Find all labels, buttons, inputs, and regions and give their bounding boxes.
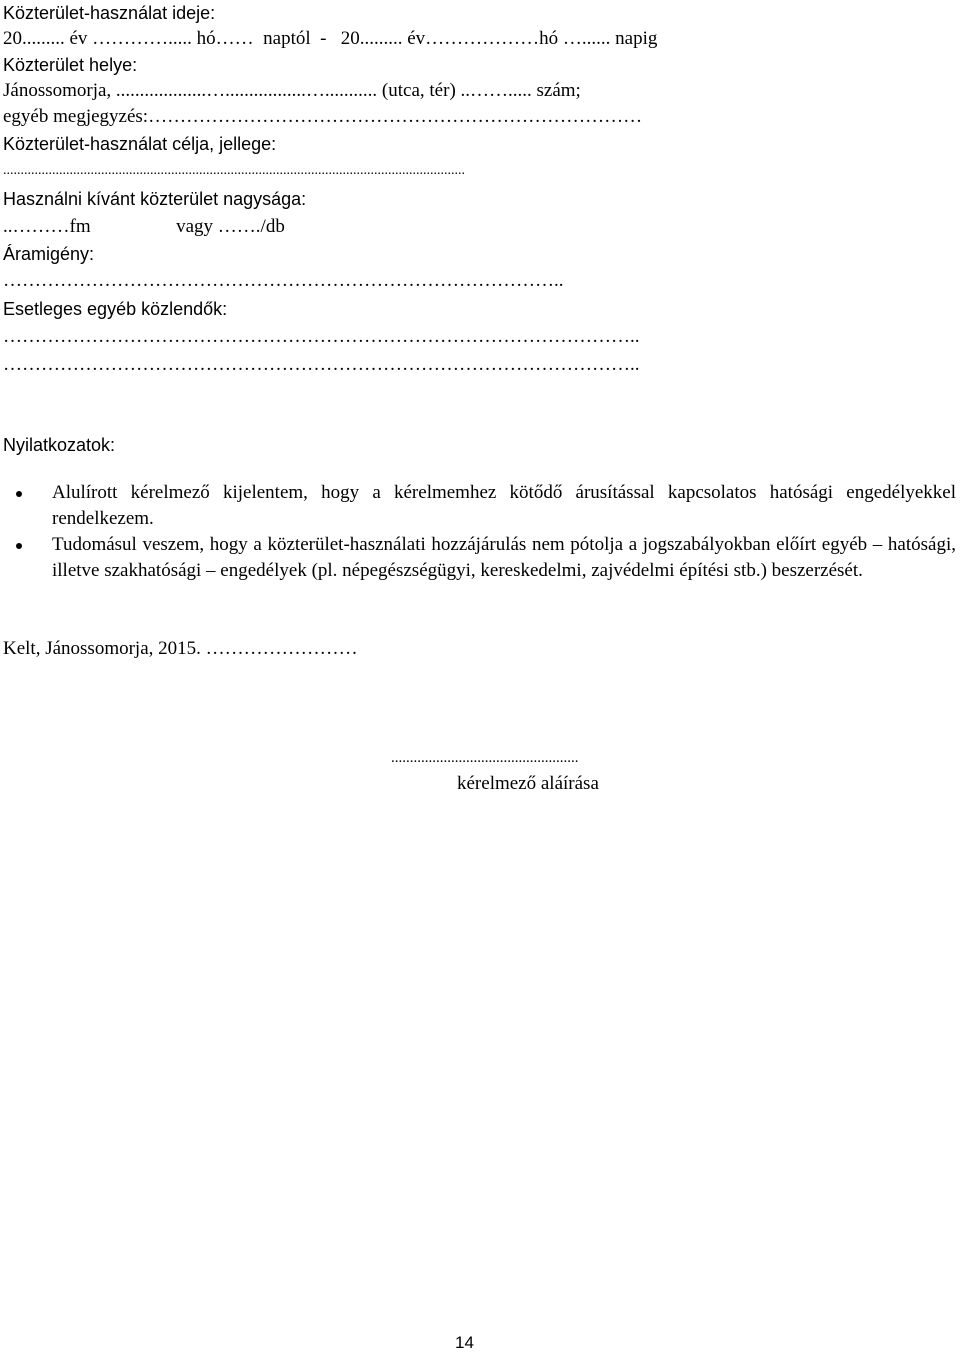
form-line-megjegyzes: egyéb megjegyzés:……………………………………………………………………	[3, 106, 643, 127]
declaration-item	[0, 532, 956, 584]
form-line-ideje-label: Közterület-használat ideje:	[3, 3, 216, 23]
bullet-icon	[16, 543, 22, 549]
signature-label: kérelmező aláírása	[457, 773, 599, 794]
form-line-celja-label: Közterület-használat célja, jellege:	[3, 134, 277, 154]
form-line-nagysaga-label: Használni kívánt közterület nagysága:	[3, 189, 307, 209]
form-line-aramigeny-label: Áramigény:	[3, 244, 95, 264]
form-line-nagysaga-value: ..………fm vagy ……./db	[3, 216, 285, 237]
form-line-celja-dots: ....................................................................................................................................	[3, 163, 465, 178]
form-line-aramigeny-dots: ……………………………………………………………………………..	[3, 270, 564, 291]
kelt-line: Kelt, Jánossomorja, 2015. ……………………	[3, 638, 358, 659]
form-line-ideje-dates: 20......... év …………..... hó…… naptól - 20......... év………………hó …...... napig	[3, 28, 658, 49]
declaration-item	[0, 480, 956, 532]
page-number: 14	[455, 1333, 474, 1352]
form-line-kozlendok-dots-1: ………………………………………………………………………………………..	[3, 326, 640, 347]
bullet-icon	[16, 491, 22, 497]
nyilatkozatok-heading: Nyilatkozatok:	[3, 435, 116, 455]
declarations-list	[0, 480, 956, 584]
form-line-helye-label: Közterület helye:	[3, 55, 138, 75]
form-line-kozlendok-dots-2: ………………………………………………………………………………………..	[3, 354, 640, 375]
form-line-address: Jánossomorja, ...................….................…........... (utca, tér) ..……..... szám;	[3, 80, 581, 101]
signature-dots: ..................................................	[391, 750, 579, 766]
declaration-text: Alulírott kérelmező kijelentem, hogy a kérelmemhez kötődő árusítással kapcsolatos hatósági engedélyekkel rendelkezem.	[52, 482, 956, 529]
form-line-kozlendok-label: Esetleges egyéb közlendők:	[3, 299, 228, 319]
declaration-text: Tudomásul veszem, hogy a közterület-használati hozzájárulás nem pótolja a jogszabályokban előírt egyéb – hatósági, illetve szakhatósági – engedélyek (pl. népegészségügyi, kereskedelmi, zajvédelmi építési stb.) beszerzését.	[52, 534, 956, 581]
